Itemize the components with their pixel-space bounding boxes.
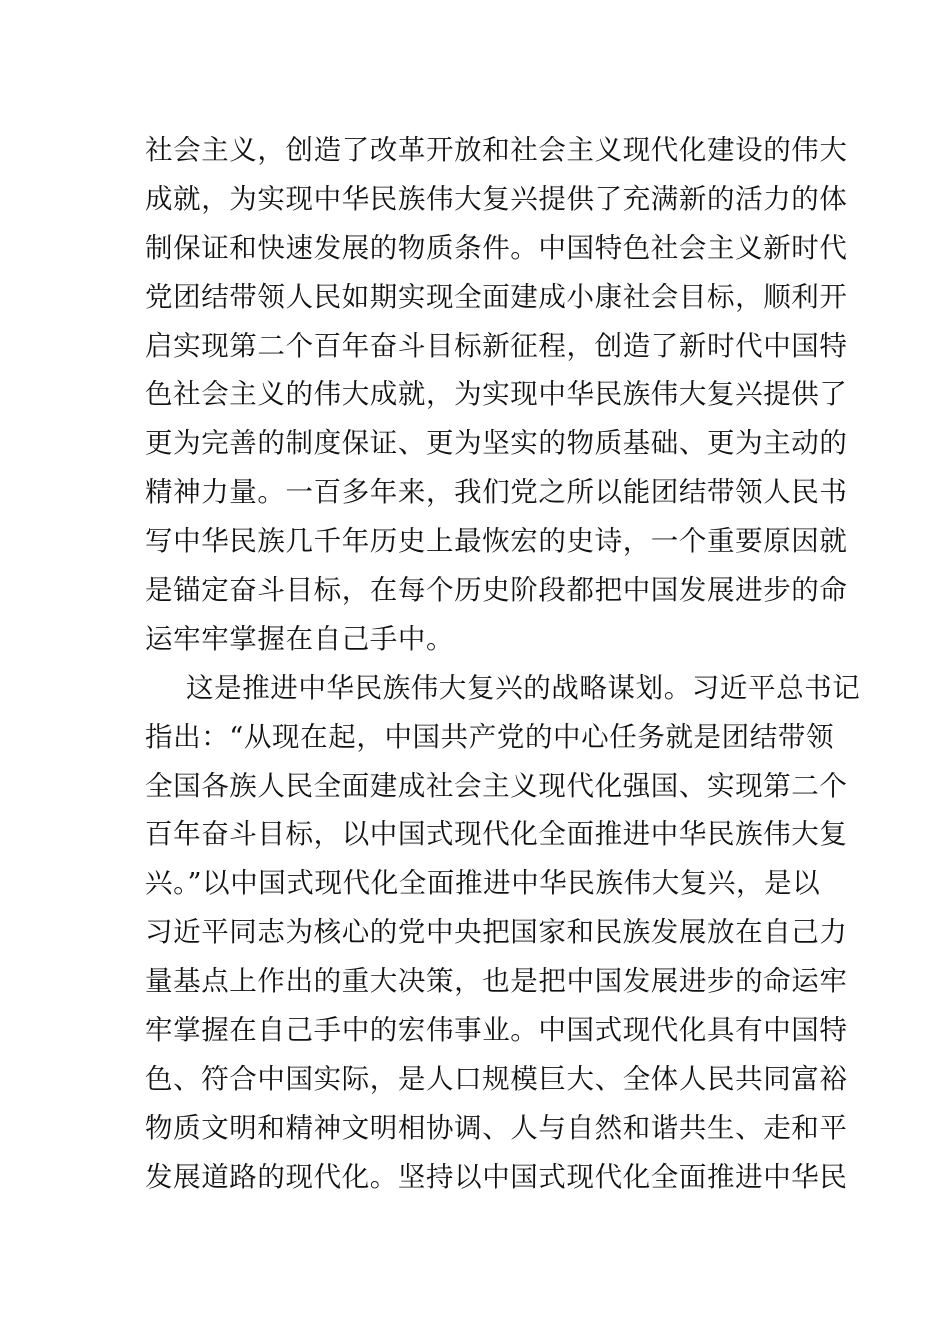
text-line: 指出：“从现在起，中国共产党的中心任务就是团结带领 bbox=[145, 720, 835, 753]
text-line: 社会主义，创造了改革开放和社会主义现代化建设的伟大 bbox=[145, 134, 848, 166]
text-line: 牢掌握在自己手中的宏伟事业。中国式现代化具有中国特 bbox=[145, 1014, 848, 1047]
text-line: 兴。”以中国式现代化全面推进中华民族伟大复兴，是以 bbox=[145, 867, 821, 900]
text-line: 百年奋斗目标，以中国式现代化全面推进中华民族伟大复 bbox=[145, 818, 848, 851]
text-line: 发展道路的现代化。坚持以中国式现代化全面推进中华民 bbox=[145, 1160, 848, 1193]
text-line: 习近平同志为核心的党中央把国家和民族发展放在自己力 bbox=[145, 916, 848, 949]
text-line: 全国各族人民全面建成社会主义现代化强国、实现第二个 bbox=[145, 769, 848, 802]
paragraph-start-line: 这是推进中华民族伟大复兴的战略谋划。习近平总书记 bbox=[186, 671, 861, 704]
text-line: 更为完善的制度保证、更为坚实的物质基础、更为主动的 bbox=[145, 427, 848, 460]
text-line: 色、符合中国实际，是人口规模巨大、全体人民共同富裕 bbox=[145, 1062, 848, 1095]
text-line: 成就，为实现中华民族伟大复兴提供了充满新的活力的体 bbox=[145, 182, 848, 215]
text-line: 量基点上作出的重大决策，也是把中国发展进步的命运牢 bbox=[145, 965, 848, 998]
text-line: 党团结带领人民如期实现全面建成小康社会目标，顺利开 bbox=[145, 280, 848, 313]
text-line: 写中华民族几千年历史上最恢宏的史诗，一个重要原因就 bbox=[145, 525, 848, 558]
text-line: 物质文明和精神文明相协调、人与自然和谐共生、走和平 bbox=[145, 1111, 848, 1144]
text-line: 启实现第二个百年奋斗目标新征程，创造了新时代中国特 bbox=[145, 329, 848, 362]
text-line: 是锚定奋斗目标，在每个历史阶段都把中国发展进步的命 bbox=[145, 574, 848, 607]
text-line: 精神力量。一百多年来，我们党之所以能团结带领人民书 bbox=[145, 476, 848, 509]
text-line: 制保证和快速发展的物质条件。中国特色社会主义新时代 bbox=[145, 231, 848, 264]
body-text bbox=[145, 126, 861, 1202]
text-line: 运牢牢掌握在自己手中。 bbox=[145, 622, 455, 655]
text-line: 色社会主义的伟大成就，为实现中华民族伟大复兴提供了 bbox=[145, 378, 848, 411]
